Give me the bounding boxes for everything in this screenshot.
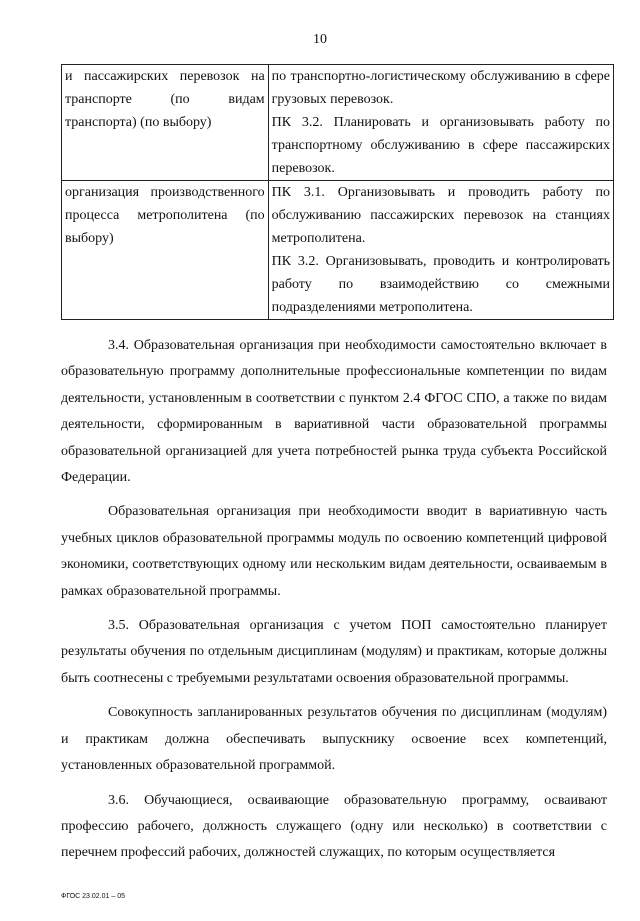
body-text bbox=[61, 333, 607, 875]
table-row bbox=[62, 181, 614, 320]
table-row bbox=[62, 65, 614, 181]
competency-table bbox=[61, 64, 614, 320]
paragraph: 3.6. Обучающиеся, осваивающие образовательную программу, осваивают профессию рабочего, должность служащего (одну или несколько) в соответствии с перечнем профессий рабочих, должностей служащих, по которым осуществляется bbox=[61, 792, 607, 861]
activity-cell bbox=[62, 181, 269, 320]
competency-text: ПК 3.2. Организовывать, проводить и контролировать работу по взаимодействию со смежными подразделениями метрополитена. bbox=[271, 254, 610, 315]
paragraph: 3.4. Образовательная организация при необходимости самостоятельно включает в образовательную программу дополнительные профессиональные компетенции по видам деятельности, установленным в соответствии с пунктом 2.4 ФГОС СПО, а также по видам деятельности, сформированным в вариативной части образовательной программы образовательной организацией для учета потребностей рынка труда субъекта Российской Федерации. bbox=[61, 338, 607, 486]
footer-code: ФГОС 23.02.01 – 05 bbox=[61, 893, 125, 900]
competency-text: ПК 3.1. Организовывать и проводить работу по обслуживанию пассажирских перевозок на станциях метрополитена. bbox=[271, 185, 610, 246]
competency-text: ПК 3.2. Планировать и организовывать работу по транспортному обслуживанию в сфере пассажирских перевозок. bbox=[271, 115, 610, 176]
paragraph: Образовательная организация при необходимости вводит в вариативную часть учебных циклов образовательной программы модуль по освоению компетенций цифровой экономики, соответствующих одному или нескольким видам деятельности, осваиваемым в рамках образовательной программы. bbox=[61, 504, 607, 599]
activity-cell bbox=[62, 65, 269, 181]
activity-text: и пассажирских перевозок на транспорте (по видам транспорта) (по выбору) bbox=[65, 69, 265, 130]
activity-text: организация производственного процесса метрополитена (по выбору) bbox=[65, 185, 265, 246]
competency-text: по транспортно-логистическому обслуживанию в сфере грузовых перевозок. bbox=[271, 69, 610, 107]
page-number: 10 bbox=[313, 32, 327, 47]
competency-cell bbox=[268, 65, 613, 181]
paragraph: 3.5. Образовательная организация с учетом ПОП самостоятельно планирует результаты обучения по отдельным дисциплинам (модулям) и практикам, которые должны быть соотнесены с требуемыми результатами освоения образовательной программы. bbox=[61, 618, 607, 686]
paragraph: Совокупность запланированных результатов обучения по дисциплинам (модулям) и практикам должна обеспечивать выпускнику освоение всех компетенций, установленных образовательной программой. bbox=[61, 705, 607, 774]
competency-cell bbox=[268, 181, 613, 320]
